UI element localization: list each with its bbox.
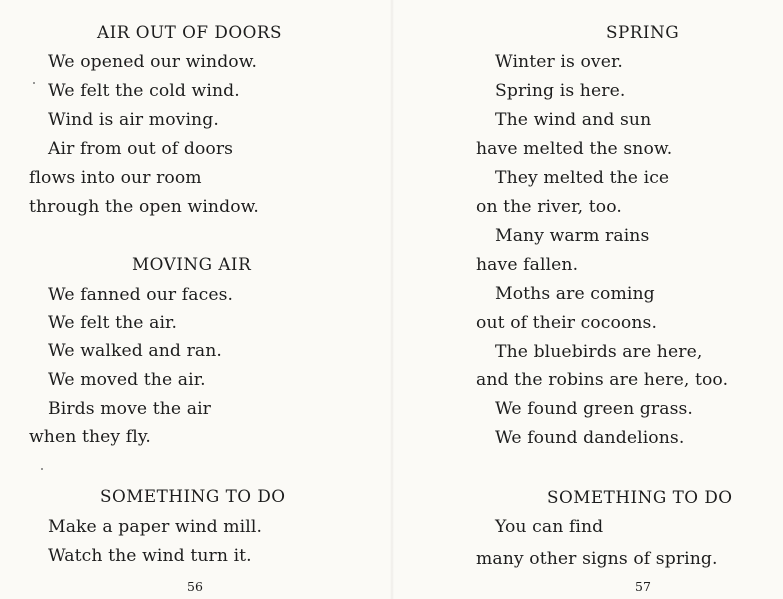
page-number: 57 [635,579,651,594]
text-line: many other signs of spring. [476,549,718,569]
text-line: Make a paper wind mill. [48,517,263,537]
text-line: on the river, too. [476,197,622,217]
section-title-something-to-do: SOMETHING TO DO [100,486,286,506]
paper-speck [41,468,43,470]
text-line: when they fly. [29,427,151,447]
text-line: We felt the cold wind. [48,81,240,101]
text-line: Watch the wind turn it. [48,546,252,566]
text-line: Spring is here. [495,81,626,101]
text-line: You can find [495,517,604,537]
text-line: Many warm rains [495,226,650,246]
text-line: have melted the snow. [476,139,673,159]
text-line: We found green grass. [495,399,693,419]
paper-speck [33,82,35,84]
text-line: have fallen. [476,255,579,275]
text-line: Air from out of doors [48,139,234,159]
left-page [0,0,390,599]
text-line: The wind and sun [495,110,652,130]
page-number: 56 [187,579,203,594]
text-line: We fanned our faces. [48,285,234,305]
text-line: Wind is air moving. [48,110,219,130]
text-line: Moths are coming [495,284,655,304]
text-line: We moved the air. [48,370,206,390]
text-line: They melted the ice [495,168,670,188]
text-line: We found dandelions. [495,428,685,448]
text-line: out of their cocoons. [476,313,658,333]
section-title-spring: SPRING [606,22,680,42]
text-line: Winter is over. [495,52,623,72]
text-line: and the robins are here, too. [476,370,729,390]
text-line: We opened our window. [48,52,258,72]
text-line: We felt the air. [48,313,178,333]
right-page [394,0,783,599]
text-line: flows into our room [29,168,202,188]
text-line: through the open window. [29,197,259,217]
section-title-air-out-of-doors: AIR OUT OF DOORS [97,22,282,42]
text-line: We walked and ran. [48,341,222,361]
text-line: The bluebirds are here, [495,342,703,362]
text-line: Birds move the air [48,399,211,419]
section-title-something-to-do: SOMETHING TO DO [547,487,733,507]
section-title-moving-air: MOVING AIR [132,254,252,274]
